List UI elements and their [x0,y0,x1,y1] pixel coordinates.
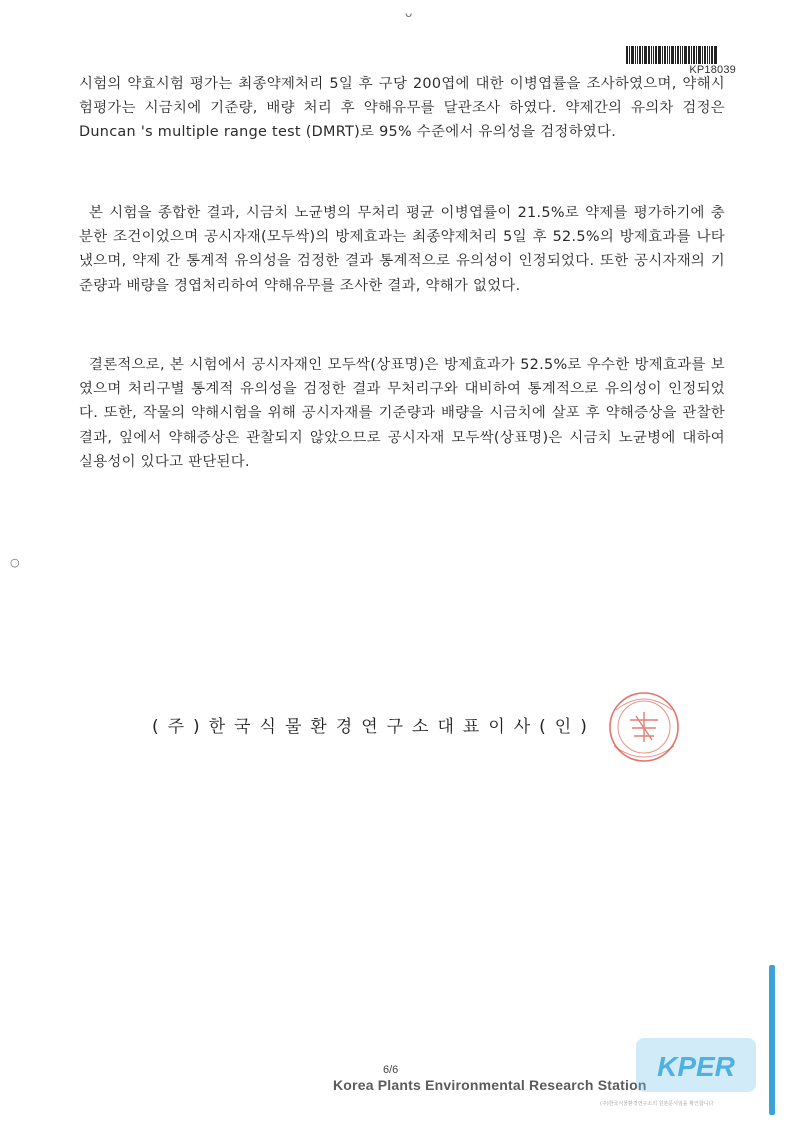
top-mark: ᴗ [405,6,413,20]
logo-text: KPER [657,1051,735,1082]
logo-caption: (주)한국식물환경연구소의 원본문서임을 확인합니다 [600,1101,714,1107]
signature-line: (주)한국식물환경연구소대표이사(인) [152,717,596,737]
page-number: 6/6 [383,1064,399,1076]
company-seal-stamp [596,690,692,764]
edge-color-bar [769,965,775,1115]
barcode-text: KP18039 [689,64,736,76]
barcode-bars [626,46,736,64]
paragraph-methods: 시험의 약효시험 평가는 최종약제처리 5일 후 구당 200엽에 대한 이병엽률을 조사하였으며, 약해시험평가는 시금치에 기준량, 배량 처리 후 약해유무를 달관조사 하였다. 약제간의 유의차 검정은 Duncan 's multiple range test (DMRT)로 95% 수준에서 유의성을 검정하였다. [79,76,725,141]
paragraph-results: 본 시험을 종합한 결과, 시금치 노균병의 무처리 평균 이병엽률이 21.5%로 약제를 평가하기에 충분한 조건이었으며 공시자재(모두싹)의 방제효과는 최종약제처리 5일 후 52.5%의 방제효과를 나타냈으며, 약제 간 통계적 유의성을 검정한 결과 통계적으로 유의성이 인정되었다. 또한 공시자재의 기준량과 배량을 경엽처리하여 약해유무를 조사한 결과, 약해가 없었다. [79,205,725,294]
organization-name: Korea Plants Environmental Research Station [333,1077,647,1093]
kper-logo [634,1034,758,1096]
punch-hole-mark: ○ [10,556,20,569]
paragraph-conclusion: 결론적으로, 본 시험에서 공시자재인 모두싹(상표명)은 방제효과가 52.5%로 우수한 방제효과를 보였으며 처리구별 통계적 유의성을 검정한 결과 무처리구와 대비하여 통계적으로 유의성이 인정되었다. 또한, 작물의 약해시험을 위해 공시자재를 기준량과 배량을 시금치에 살포 후 약해증상을 관찰한 결과, 잎에서 약해증상은 관찰되지 않았으므로 공시자재 모두싹(상표명)은 시금치 노균병에 대하여 실용성이 있다고 판단된다. [79,357,725,470]
